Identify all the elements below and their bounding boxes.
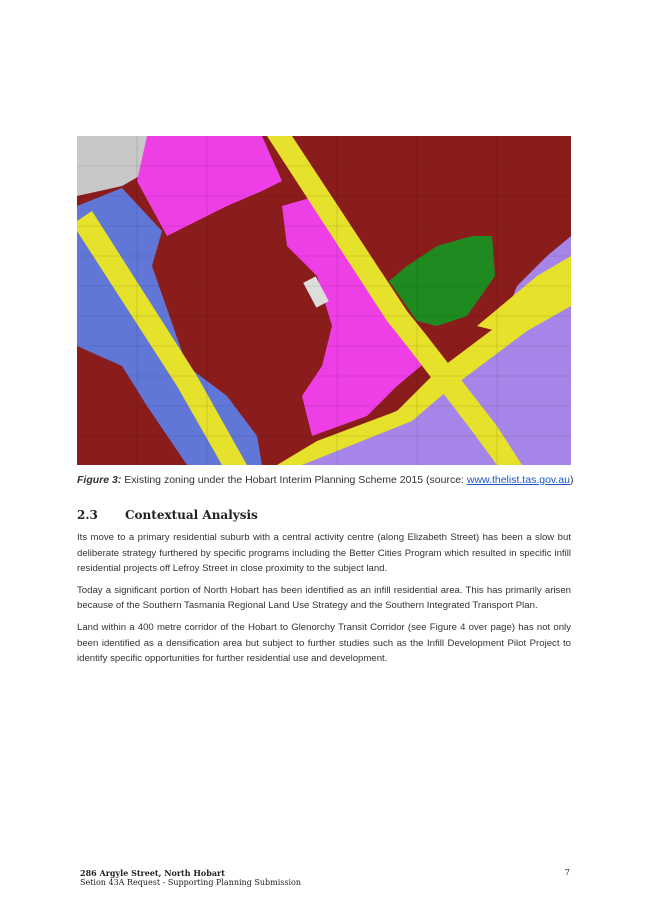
page-footer <box>80 868 570 887</box>
section-number: 2.3 <box>77 508 98 522</box>
figure-caption <box>77 474 577 486</box>
source-link[interactable]: www.thelist.tas.gov.au <box>466 474 570 486</box>
footer-address: 286 Argyle Street, North Hobart <box>80 868 225 878</box>
figure-caption-text: Existing zoning under the Hobart Interim Planning Scheme 2015 (source: <box>121 474 467 486</box>
footer-subtitle: Setion 43A Request - Supporting Planning Submission <box>80 878 302 887</box>
section-title: Contextual Analysis <box>125 508 258 522</box>
paragraph: Today a significant portion of North Hobart has been identified as an infill residential area. This has primarily arisen because of the Southern Tasmania Regional Land Use Strategy and the Southern Integrated Transport Plan. <box>77 584 571 612</box>
zoning-map <box>77 136 571 465</box>
body-text <box>77 530 571 673</box>
figure-label: Figure 3: <box>77 474 122 486</box>
page-number: 7 <box>564 868 570 878</box>
zoning-map-image <box>77 136 571 465</box>
section-heading <box>77 508 258 522</box>
figure-caption-end: ) <box>569 474 574 486</box>
paragraph: Land within a 400 metre corridor of the Hobart to Glenorchy Transit Corridor (see Figure 4 over page) has not only been identified as a densification area but subject to further studies such as the Infill Development Pilot Project to identify specific opportunities for further residential use and development. <box>77 621 571 665</box>
paragraph: Its move to a primary residential suburb with a central activity centre (along Elizabeth Street) has been a slow but deliberate strategy furthered by specific programs including the Better Cities Program which resulted in specific infill residential projects off Lefroy Street in close proximity to the subject land. <box>77 532 571 575</box>
